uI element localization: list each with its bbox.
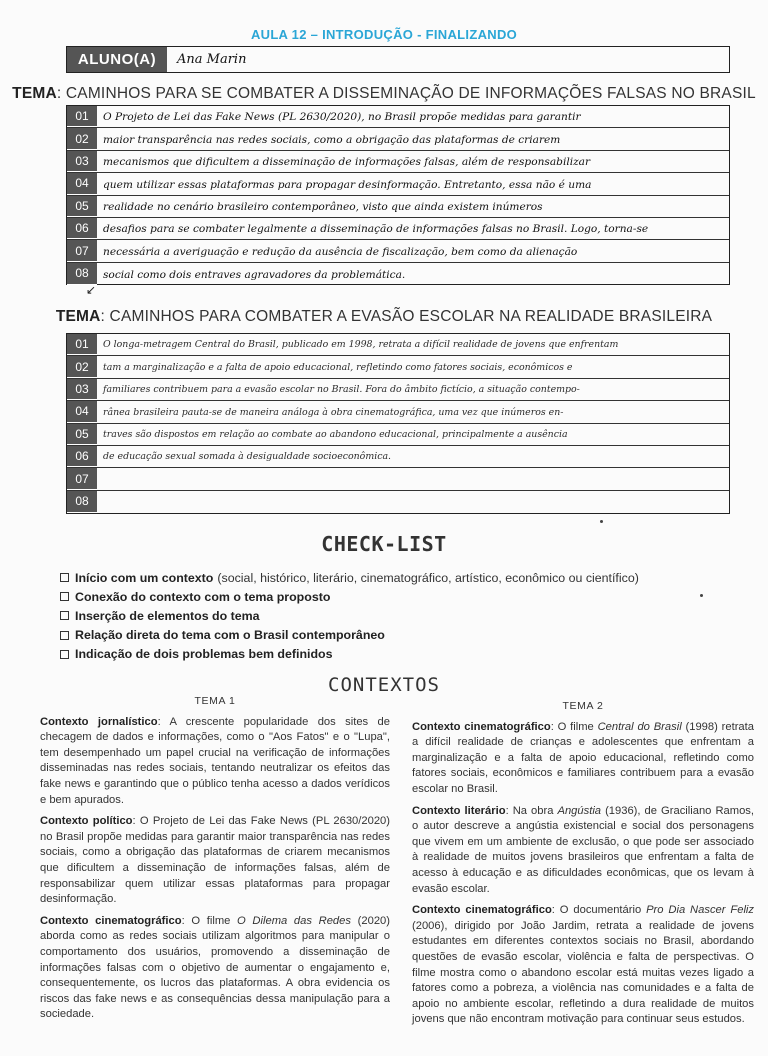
line-number: 04 bbox=[67, 401, 97, 422]
tema1-contexts-heading: TEMA 1 bbox=[194, 695, 236, 707]
tema2-title: : CAMINHOS PARA COMBATER A EVASÃO ESCOLAR NA REALIDADE BRASILEIRA bbox=[100, 308, 713, 325]
context-text: (1998) retrata a difícil realidade de crianças e adolescentes que enfrentam a marginalização e a falta de apoio educacional, refletindo como fatores sociais, econômicos e familiares contribuem para a evasão escolar no Brasil. bbox=[412, 720, 754, 795]
line-number: 05 bbox=[67, 424, 97, 445]
tema1-writing-box[interactable] bbox=[66, 105, 730, 285]
checklist-item[interactable] bbox=[60, 645, 639, 664]
context-paragraph bbox=[412, 720, 754, 798]
writing-line[interactable] bbox=[67, 128, 729, 150]
context-label: Contexto cinematográfico bbox=[412, 720, 551, 733]
handwritten-text: O longa-metragem Central do Brasil, publicado em 1998, retrata a difícil realidade de jovens que enfrentam bbox=[103, 339, 619, 351]
context-paragraph bbox=[412, 903, 754, 1028]
tema2-contexts-heading: TEMA 2 bbox=[562, 700, 604, 712]
context-text: (2006), dirigido por João Jardim, retrata a realidade de jovens estudantes em diferentes contextos sociais no Brasil, abordando questões de evasão escolar, violência e falta de perspectivas. O filme mostra como o abandono escolar está muitas vezes ligado a fatores como a pobreza, a violência nas comunidades e a falta de apoio no ambiente escolar, refletindo a dura realidade de muitos jovens que não encontram motivação para continuar seus estudos. bbox=[412, 919, 754, 1026]
writing-line[interactable] bbox=[67, 468, 729, 490]
handwritten-text: maior transparência nas redes sociais, como a obrigação das plataformas de criarem bbox=[103, 133, 561, 146]
contextos-title: CONTEXTOS bbox=[328, 674, 440, 696]
writing-line[interactable] bbox=[67, 334, 729, 356]
tema2-writing-box[interactable] bbox=[66, 333, 730, 514]
checklist-item[interactable] bbox=[60, 587, 639, 606]
tema2-prefix: TEMA bbox=[55, 308, 101, 325]
checkbox-icon[interactable] bbox=[60, 650, 69, 659]
writing-line[interactable] bbox=[67, 196, 729, 218]
context-label: Contexto político bbox=[40, 815, 133, 828]
checklist-item[interactable] bbox=[60, 606, 639, 625]
line-number: 03 bbox=[67, 379, 97, 400]
handwritten-text: desafios para se combater legalmente a disseminação de informações falsas no Brasil. Logo, torna-se bbox=[103, 223, 649, 236]
line-number: 01 bbox=[67, 106, 97, 127]
context-label: Contexto literário bbox=[412, 804, 506, 817]
line-number: 03 bbox=[67, 151, 97, 172]
context-text: (1936), de Graciliano Ramos, o autor descreve a angústia existencial e social dos personagens que vivem em um ambiente de exclusão, o que pode ser associado à realidade de muitos jovens brasileiros que enfrentam a falta de acesso à educação e as dificuldades econômicas, que os levam à evasão escolar. bbox=[412, 804, 754, 895]
work-title: Central do Brasil bbox=[597, 720, 682, 733]
line-number: 05 bbox=[67, 196, 97, 217]
work-title: O Dilema das Redes bbox=[237, 914, 351, 927]
line-number: 07 bbox=[67, 240, 97, 261]
handwritten-text: realidade no cenário brasileiro contemporâneo, visto que ainda existem inúmeros bbox=[103, 200, 543, 213]
context-text-pre: : O filme bbox=[550, 720, 598, 733]
pen-mark-icon: ↙ bbox=[86, 283, 97, 297]
line-number: 02 bbox=[67, 356, 97, 377]
context-text: (2020) aborda como as redes sociais utilizam algoritmos para manipular o comportamento dos usuários, promovendo a disseminação de informações falsas com o objetivo de aumentar o engajamento e, consequentemente, os lucros das plataformas. A obra evidencia os riscos das fake news e as consequências dessa manipulação para a sociedade. bbox=[40, 914, 391, 1021]
checkbox-icon[interactable] bbox=[60, 631, 69, 640]
handwritten-text: traves são dispostos em relação ao combate ao abandono educacional, principalmente a ausência bbox=[103, 428, 568, 440]
handwritten-text: familiares contribuem para a evasão escolar no Brasil. Fora do âmbito fictício, a situação contempo- bbox=[103, 384, 580, 396]
lesson-title: AULA 12 – INTRODUÇÃO - FINALIZANDO bbox=[250, 27, 518, 42]
checklist-title: CHECK-LIST bbox=[321, 532, 447, 556]
context-text-pre: : Na obra bbox=[505, 804, 558, 817]
context-paragraph bbox=[412, 804, 754, 898]
context-text-pre: : O filme bbox=[181, 914, 238, 927]
handwritten-text: de educação sexual somada à desigualdade socioeconômica. bbox=[103, 451, 392, 463]
line-number: 04 bbox=[67, 173, 97, 194]
work-title: Pro Dia Nascer Feliz bbox=[646, 904, 755, 917]
line-number: 06 bbox=[67, 446, 97, 467]
writing-line[interactable] bbox=[67, 379, 729, 401]
checklist-item-label: Conexão do contexto com o tema proposto bbox=[75, 589, 331, 604]
student-name-field[interactable] bbox=[66, 46, 730, 73]
writing-line[interactable] bbox=[67, 491, 729, 513]
ink-dot bbox=[700, 594, 703, 597]
student-name: Ana Marin bbox=[177, 52, 247, 67]
context-label: Contexto jornalístico bbox=[40, 715, 158, 728]
handwritten-text: rânea brasileira pauta-se de maneira análoga à obra cinematográfica, uma vez que inúmeros en- bbox=[103, 406, 564, 418]
tema1-title: : CAMINHOS PARA SE COMBATER A DISSEMINAÇÃO DE INFORMAÇÕES FALSAS NO BRASIL bbox=[56, 85, 756, 102]
checklist-item[interactable] bbox=[60, 568, 639, 587]
context-text: : O Projeto de Lei das Fake News (PL 2630/2020) no Brasil propõe medidas para garantir maior transparência nas redes sociais, como a obrigação das plataformas de criarem mecanismos que dificultem a disseminação de informações falsas, além de responsabilizar quem utilizar essas plataformas para propagar desinformação. bbox=[40, 815, 390, 906]
handwritten-text: necessária a averiguação e redução da ausência de fiscalização, bem como da alienação bbox=[103, 245, 578, 258]
writing-line[interactable] bbox=[67, 218, 729, 240]
ink-dot bbox=[600, 520, 603, 523]
tema1-prefix: TEMA bbox=[12, 85, 57, 102]
line-number: 08 bbox=[67, 263, 97, 285]
checkbox-icon[interactable] bbox=[60, 573, 69, 582]
writing-line[interactable] bbox=[67, 446, 729, 468]
line-number: 02 bbox=[67, 128, 97, 149]
context-paragraph bbox=[40, 814, 390, 908]
checklist-item-label: Inserção de elementos do tema bbox=[75, 608, 260, 623]
checklist-item-label: Indicação de dois problemas bem definidos bbox=[75, 647, 333, 662]
checklist-item-detail: (social, histórico, literário, cinematográfico, artístico, econômico ou científico) bbox=[217, 570, 639, 585]
tema1-contexts-column bbox=[40, 694, 390, 1029]
writing-line[interactable] bbox=[67, 401, 729, 423]
context-paragraph bbox=[40, 914, 390, 1023]
checklist-item-label: Relação direta do tema com o Brasil contemporâneo bbox=[75, 628, 385, 643]
tema2-contexts-column bbox=[412, 699, 754, 1034]
writing-line[interactable] bbox=[67, 151, 729, 173]
writing-line[interactable] bbox=[67, 106, 729, 128]
tema1-heading bbox=[0, 85, 768, 103]
checklist-item-label: Início com um contexto bbox=[75, 570, 214, 585]
handwritten-text: tam a marginalização e a falta de apoio educacional, refletindo como fatores sociais, econômicos e bbox=[103, 361, 573, 373]
writing-line[interactable] bbox=[67, 424, 729, 446]
checklist-item[interactable] bbox=[60, 626, 639, 645]
context-paragraph bbox=[40, 715, 390, 809]
writing-line[interactable] bbox=[67, 240, 729, 262]
context-text-pre: : O documentário bbox=[551, 904, 647, 917]
line-number: 06 bbox=[67, 218, 97, 239]
handwritten-text: mecanismos que dificultem a disseminação de informações falsas, além de responsabilizar bbox=[103, 156, 591, 169]
writing-line[interactable] bbox=[67, 263, 729, 285]
handwritten-text: quem utilizar essas plataformas para propagar desinformação. Entretanto, essa não é uma bbox=[103, 178, 592, 191]
checklist bbox=[60, 568, 639, 664]
line-number: 07 bbox=[67, 468, 97, 489]
work-title: Angústia bbox=[557, 804, 602, 817]
line-number: 01 bbox=[67, 334, 97, 355]
checkbox-icon[interactable] bbox=[60, 592, 69, 601]
handwritten-text: O Projeto de Lei das Fake News (PL 2630/2020), no Brasil propõe medidas para garantir bbox=[103, 111, 581, 124]
handwritten-text: social como dois entraves agravadores da problemática. bbox=[103, 269, 406, 282]
checkbox-icon[interactable] bbox=[60, 611, 69, 620]
writing-line[interactable] bbox=[67, 356, 729, 378]
context-text: : A crescente popularidade dos sites de checagem de dados e informações, como o "Aos Fatos" e o "Lupa", tem desempenhado um papel crucial na verificação de informações disseminadas nas redes sociais, tentando neutralizar os efeitos das fake news e garantindo que o público tenha acesso a dados verídicos e bem apurados. bbox=[40, 715, 390, 806]
context-label: Contexto cinematográfico bbox=[40, 914, 182, 927]
student-label: ALUNO(A) bbox=[67, 47, 167, 72]
writing-line[interactable] bbox=[67, 173, 729, 195]
context-label: Contexto cinematográfico bbox=[412, 904, 552, 917]
tema2-heading bbox=[0, 308, 768, 326]
line-number: 08 bbox=[67, 491, 97, 513]
